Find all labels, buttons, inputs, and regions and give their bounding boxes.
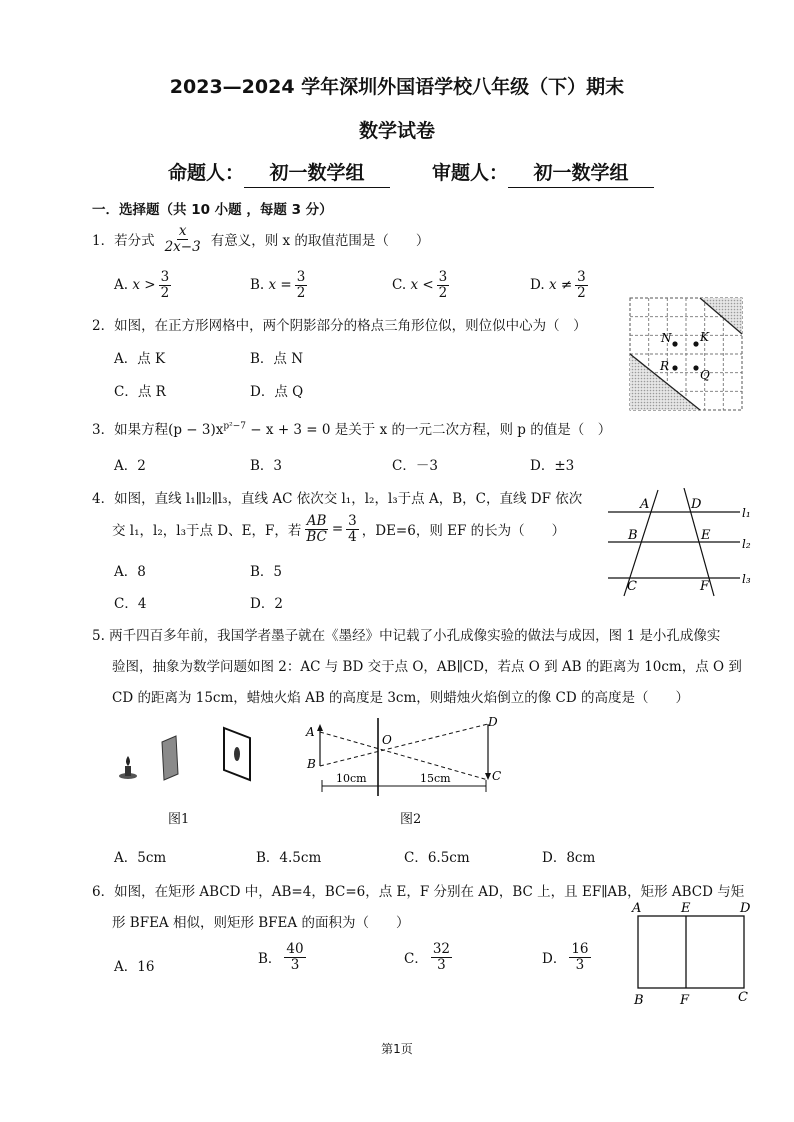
q4-option-a[interactable]: A．8 xyxy=(114,564,146,580)
q1-option-b[interactable] xyxy=(250,270,310,301)
option-expr: x > xyxy=(132,277,156,294)
option-label: D． xyxy=(542,951,567,968)
label-l1: l₁ xyxy=(742,506,751,520)
q3-exponent: p²−7 xyxy=(223,421,247,432)
option-expr: x < xyxy=(410,277,434,294)
q1-frac-den: 2x−3 xyxy=(164,238,201,255)
q5-figure-2-similar-triangles xyxy=(302,714,512,800)
candle-icon xyxy=(125,766,131,776)
page-number: 第1页 xyxy=(381,1042,413,1056)
setter-row xyxy=(168,158,390,188)
option-label: A. xyxy=(114,277,129,294)
frac-den: 3 xyxy=(290,956,300,973)
question-2: 2．如图，在正方形网格中，两个阴影部分的格点三角形位似，则位似中心为（ ） xyxy=(92,318,587,334)
label-l3: l₃ xyxy=(742,572,751,586)
q3-option-d[interactable]: D．±3 xyxy=(530,458,575,474)
label-c: C xyxy=(627,579,637,594)
q3-option-b[interactable]: B．3 xyxy=(250,458,283,474)
option-value: 16 xyxy=(137,959,155,975)
label-r: R xyxy=(660,359,670,373)
frac-den: 3 xyxy=(575,956,585,973)
question-6-line1: 6．如图，在矩形 ABCD 中，AB=4，BC=6，点 E，F 分别在 AD，BC 上，且 EF∥AB，矩形 ABCD 与矩 xyxy=(92,884,745,900)
frac-den: 2 xyxy=(296,284,306,301)
q2-option-c[interactable]: C．点 R xyxy=(114,384,166,400)
reviewer-row xyxy=(432,158,654,188)
label-c: C xyxy=(492,769,502,783)
option-label: C. xyxy=(392,277,407,294)
ray-bd xyxy=(320,724,488,766)
q3-option-c[interactable]: C．－3 xyxy=(392,458,438,474)
q1-option-d[interactable] xyxy=(530,270,591,301)
option-fraction xyxy=(569,942,590,973)
q2-option-b[interactable]: B．点 N xyxy=(250,351,304,367)
frac-den: 2 xyxy=(160,284,170,301)
label-d: D xyxy=(691,497,702,512)
label-b: B xyxy=(628,528,638,543)
figure-2-caption: 图2 xyxy=(400,812,422,827)
label-d: D xyxy=(740,901,751,916)
option-fraction xyxy=(575,270,588,301)
q4-fraction xyxy=(304,514,329,545)
q4-line2-pre: 交 l₁，l₂，l₃于点 D、E，F，若 xyxy=(112,523,302,540)
question-4-line2 xyxy=(112,514,565,545)
label-e: E xyxy=(681,901,691,916)
reviewer-label: 审题人： xyxy=(432,162,509,184)
option-label: C． xyxy=(404,951,428,968)
point-k xyxy=(693,341,698,346)
label-f: F xyxy=(700,579,710,594)
label-b: B xyxy=(634,993,644,1008)
label-b: B xyxy=(307,757,316,771)
q4-parallel-lines-figure xyxy=(600,488,760,598)
q6-option-a[interactable] xyxy=(114,955,154,975)
q4-eq: = xyxy=(331,521,344,538)
question-6-line2: 形 BFEA 相似，则矩形 BFEA 的面积为（ ） xyxy=(112,915,410,931)
frac-num: 3 xyxy=(438,269,448,285)
option-fraction xyxy=(437,270,450,301)
frac-num: 3 xyxy=(160,269,170,285)
label-k: K xyxy=(700,330,709,344)
frac-num: 3 xyxy=(577,269,586,285)
frac-num: 3 xyxy=(348,513,357,529)
setter-label: 命题人： xyxy=(168,162,245,184)
figure-1-caption: 图1 xyxy=(168,812,190,827)
setter-name: 初一数学组 xyxy=(244,158,390,188)
q6-option-b[interactable] xyxy=(258,942,309,973)
point-n xyxy=(672,341,677,346)
q1-option-c[interactable] xyxy=(392,270,452,301)
frac-num: 16 xyxy=(571,941,589,957)
label-a: A xyxy=(632,901,642,916)
q1-option-a[interactable] xyxy=(114,270,174,301)
question-1 xyxy=(92,224,429,255)
reviewer-name: 初一数学组 xyxy=(508,158,654,188)
q6-option-d[interactable] xyxy=(542,942,594,973)
frac-den: BC xyxy=(306,528,327,545)
frac-num: AB xyxy=(306,513,327,529)
option-label: A． xyxy=(114,959,138,975)
section-heading: 一．选择题（共 10 小题 ，每题 3 分） xyxy=(92,202,333,218)
q1-frac-num: x xyxy=(178,223,187,239)
point-r xyxy=(672,365,677,370)
q4-line2-post: ，DE=6，则 EF 的长为（ ） xyxy=(361,523,566,540)
q5-option-b[interactable]: B．4.5cm xyxy=(256,850,322,866)
q2-option-d[interactable]: D．点 Q xyxy=(250,384,304,400)
option-fraction xyxy=(431,942,452,973)
q1-pre: 1．若分式 xyxy=(92,233,155,250)
q6-rectangle-figure xyxy=(626,898,756,1010)
question-3 xyxy=(92,418,611,438)
frac-den: 3 xyxy=(437,956,446,973)
label-10cm: 10cm xyxy=(336,772,367,785)
option-label: B． xyxy=(258,951,282,968)
pinhole-board-icon xyxy=(162,736,178,780)
label-15cm: 15cm xyxy=(420,772,451,785)
option-fraction xyxy=(159,270,172,301)
q4-option-b[interactable]: B．5 xyxy=(250,564,283,580)
option-fraction xyxy=(295,270,308,301)
frac-num: 32 xyxy=(432,941,451,957)
frac-den: 2 xyxy=(577,284,586,301)
option-expr: x ≠ xyxy=(548,277,573,294)
flame-icon xyxy=(126,756,130,766)
frac-den: 2 xyxy=(438,284,448,301)
question-4-line1: 4．如图，直线 l₁∥l₂∥l₃，直线 AC 依次交 l₁，l₂，l₃于点 A，B，C，直线 DF 依次 xyxy=(92,491,583,507)
exam-subtitle: 数学试卷 xyxy=(358,120,435,142)
q2-grid-figure xyxy=(628,296,746,412)
option-expr: x = xyxy=(268,277,292,294)
rectangle-abcd xyxy=(638,916,744,988)
option-label: D. xyxy=(530,277,545,294)
label-a: A xyxy=(306,725,315,739)
q5-option-d[interactable]: D．8cm xyxy=(542,850,596,866)
exam-title: 2023—2024 学年深圳外国语学校八年级（下）期末 xyxy=(169,76,625,98)
dc-arrowhead xyxy=(485,773,491,780)
label-q: Q xyxy=(700,368,710,382)
q2-option-a[interactable]: A．点 K xyxy=(114,351,166,367)
label-n: N xyxy=(661,331,672,345)
q4-fraction-2 xyxy=(346,514,359,545)
label-d: D xyxy=(488,715,498,729)
q5-option-c[interactable]: C．6.5cm xyxy=(404,850,470,866)
label-a: A xyxy=(640,497,650,512)
question-5-line2: 验图，抽象为数学问题如图 2：AC 与 BD 交于点 O，AB∥CD，若点 O 到 AB 的距离为 10cm，点 O 到 xyxy=(112,659,742,675)
label-c: C xyxy=(738,990,748,1005)
q3-text-post: − x + 3 = 0 是关于 x 的一元二次方程，则 p 的值是（ ） xyxy=(246,422,612,438)
q5-figure-1-pinhole-apparatus xyxy=(112,722,262,786)
label-f: F xyxy=(680,993,690,1008)
option-label: B. xyxy=(250,277,265,294)
frac-num: 40 xyxy=(286,941,304,957)
q1-fraction xyxy=(163,224,203,255)
question-5-line3: CD 的距离为 15cm，蜡烛火焰 AB 的高度是 3cm，则蜡烛火焰倒立的像 CD 的高度是（ ） xyxy=(112,690,690,706)
q6-option-c[interactable] xyxy=(404,942,455,973)
label-e: E xyxy=(701,528,711,543)
option-fraction xyxy=(284,942,305,973)
frac-num: 3 xyxy=(296,269,306,285)
q3-text-pre: 3．如果方程(p − 3)x xyxy=(92,422,224,438)
label-l2: l₂ xyxy=(742,537,751,551)
q3-option-a[interactable]: A．2 xyxy=(114,458,146,474)
q4-option-d[interactable]: D．2 xyxy=(250,596,283,612)
image-on-screen-icon xyxy=(234,747,240,761)
point-q xyxy=(693,365,698,370)
question-5-line1: 5. 两千四百多年前，我国学者墨子就在《墨经》中记载了小孔成像实验的做法与成因，图 1 是小孔成像实 xyxy=(92,628,721,644)
q5-option-a[interactable]: A．5cm xyxy=(114,850,167,866)
q4-option-c[interactable]: C．4 xyxy=(114,596,147,612)
label-o: O xyxy=(382,733,392,747)
frac-den: 4 xyxy=(348,528,357,545)
ab-arrowhead xyxy=(317,724,323,731)
q1-post: 有意义，则 x 的取值范围是（ ） xyxy=(210,233,430,250)
